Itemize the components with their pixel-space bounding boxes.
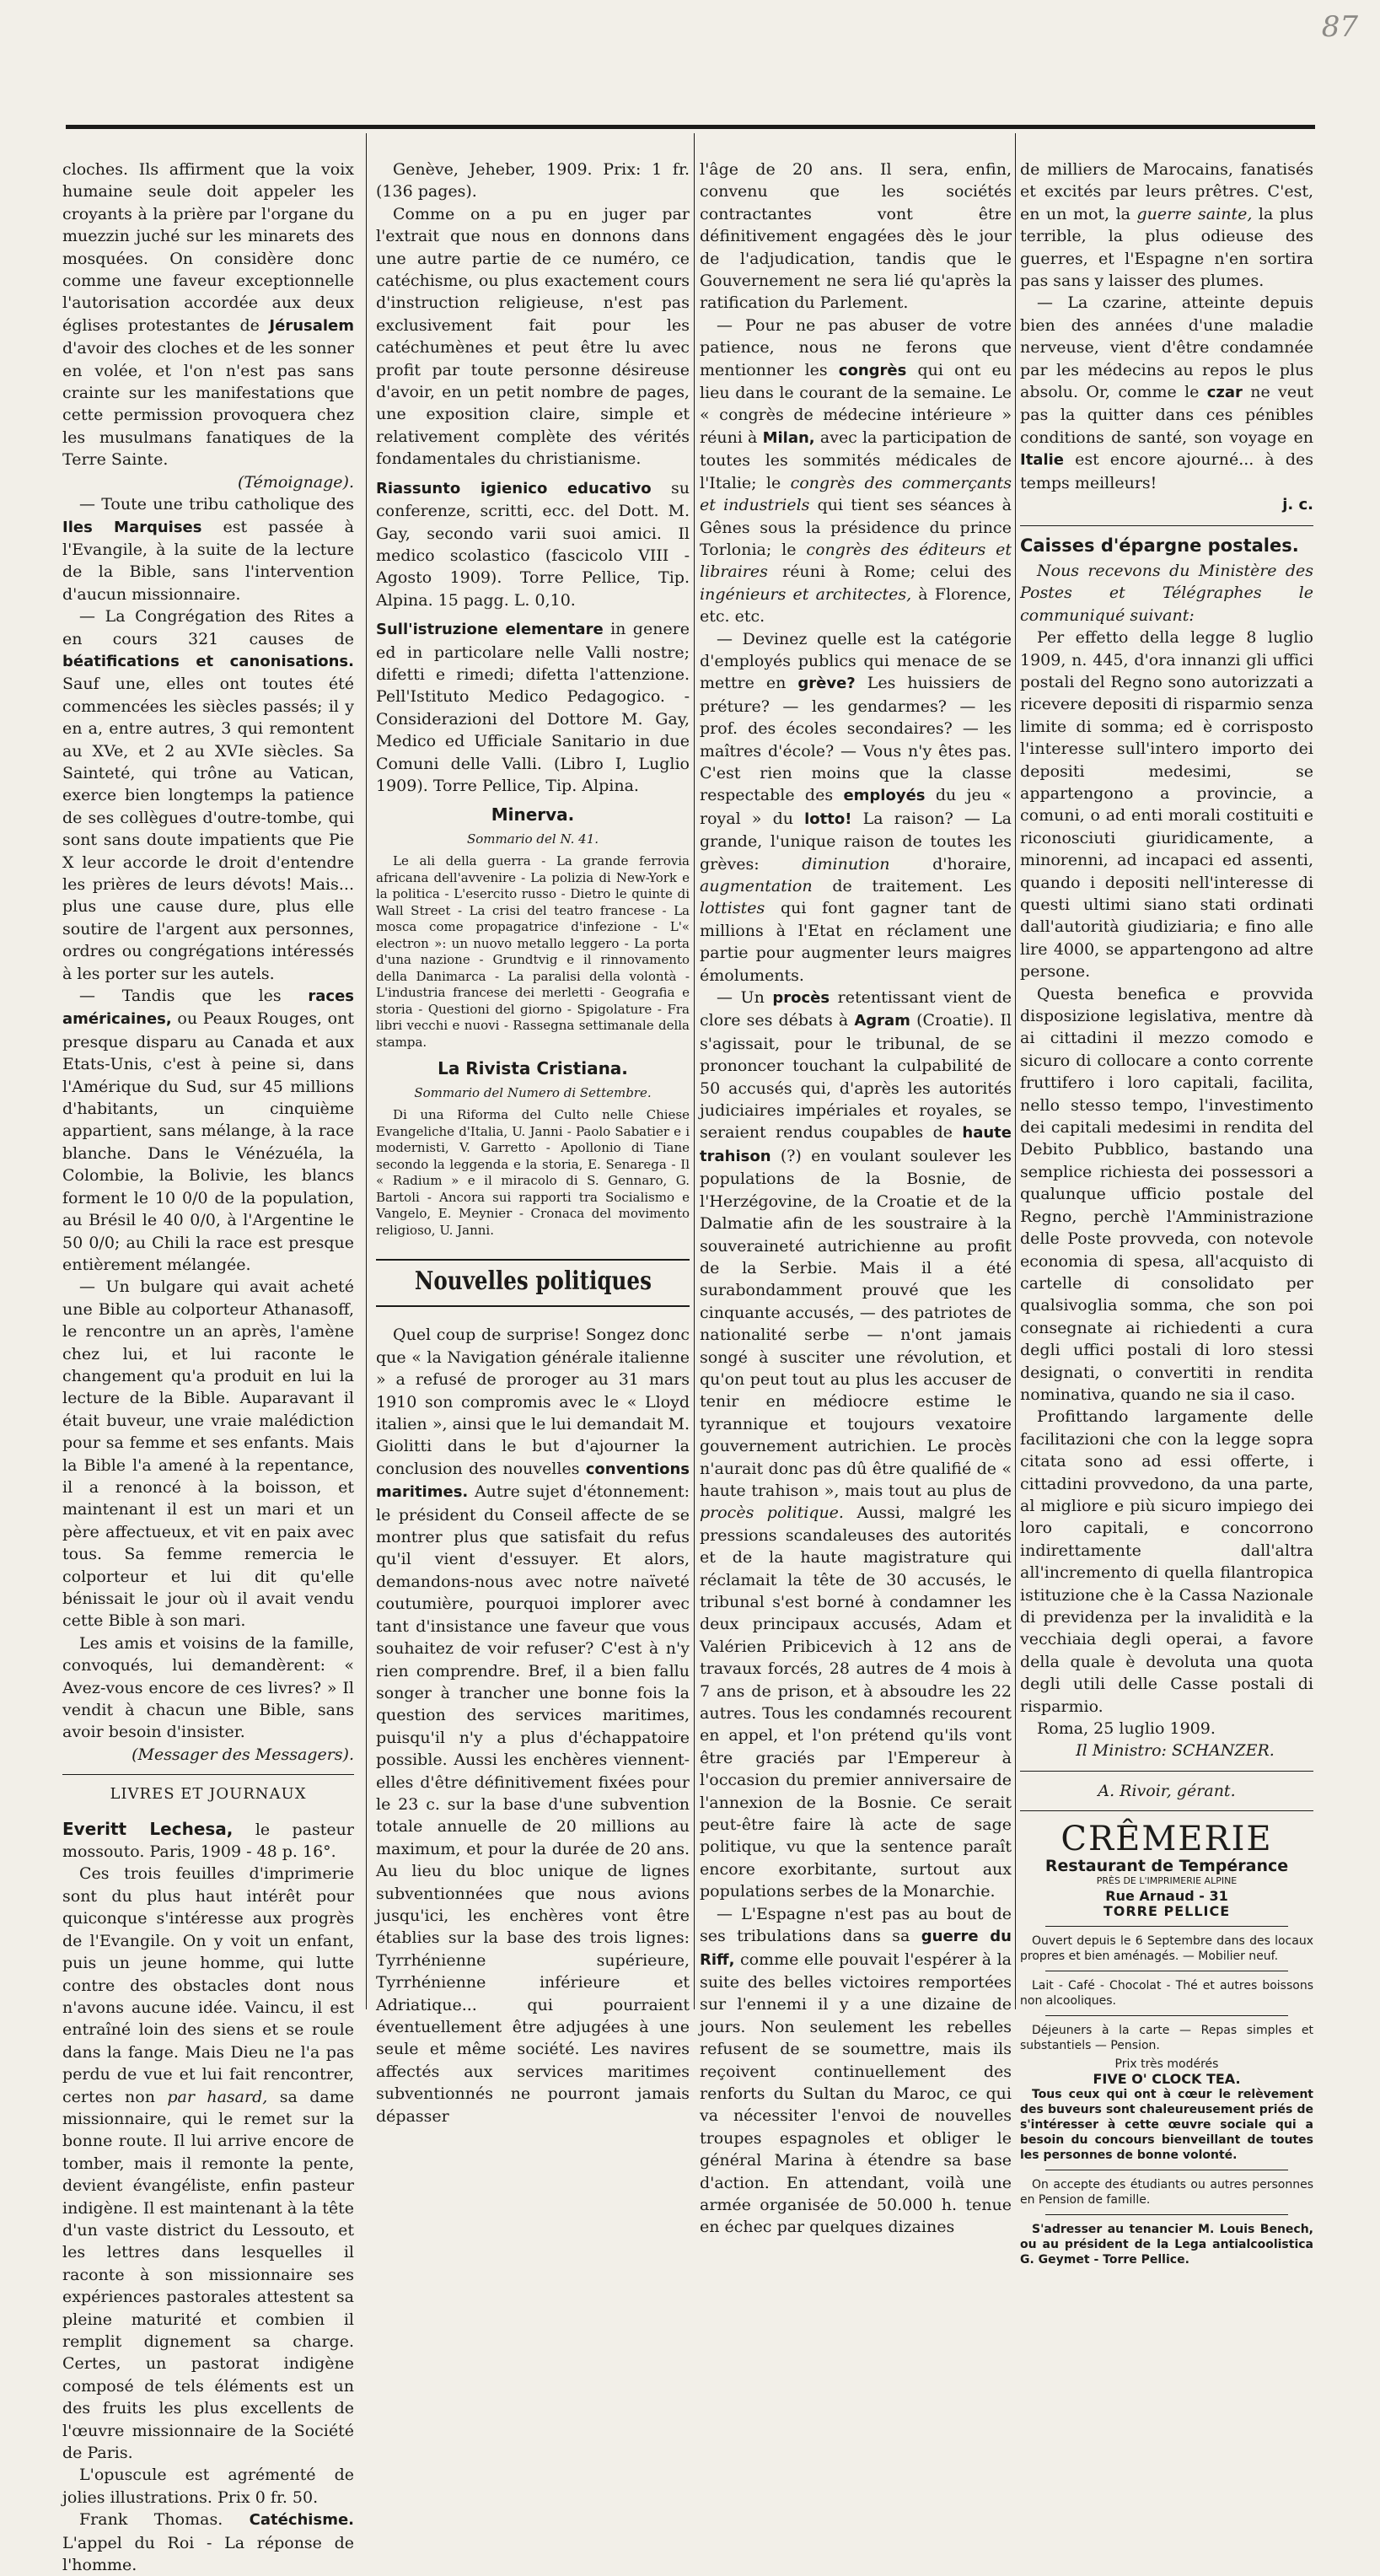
column-2	[376, 159, 690, 2127]
divider	[1020, 525, 1313, 526]
page-number: 87	[1321, 10, 1358, 44]
column-1	[62, 159, 354, 2576]
section-subtitle: Sommario del Numero di Settembre.	[414, 1084, 652, 1100]
signature: j. c.	[1282, 496, 1313, 514]
column-rule	[366, 133, 367, 2009]
paragraph: — Un procès retentissant vient de clore ses débats à Agram (Croatie). Il s'agissait, pour le tribunal, de se prononcer touchant la culpabilité de 50 accusés qui, d'après les autorités judiciaires impériales et royales, se seraient rendus coupables de haute trahison (?) en voulant soulever les populations de la Bosnie, de l'Herzégovine, de la Croatie et de la Dalmatie afin de les soustraire à la souveraineté autrichienne au profit de la Serbie. Mais il a été surabondamment prouvé que les cinquante accusés, — des patriotes de nationalité serbe — n'ont jamais songé à susciter une révolution, et qu'on peut tout au plus les accuser de tenir en médiocre estime le tyrannique et toujours vexatoire gouvernement autrichien. Le procès n'aurait donc pas dû être qualifié de « haute trahison », mais tout au plus de procès politique. Aussi, malgré les pressions scandaleuses des autorités et de la haute magistrature qui réclamait la tête de 30 accusés, le tribunal s'est borné à condamner les deux principaux accusés, Adam et Valérien Pribicevich à 12 ans de travaux forcés, 28 autres de 4 mois à 7 ans de prison, et à absoudre les 22 autres. Tous les condamnés recourent en appel, et l'on prétend qu'ils vont être graciés par l'Empereur à l'occasion du premier anniversaire de l'annexion de la Bosnie. Ce serait peut-être faire là acte de sage politique, vu que la sentence paraît encore exorbitante, surtout aux populations serbes de la Monarchie.	[700, 988, 1012, 1901]
book-entry: Everitt Lechesa, le pasteur mossouto. Paris, 1909 - 48 p. 16°.	[62, 1818, 354, 1862]
cremerie-advertisement	[1020, 1820, 1313, 2267]
summary: Le ali della guerra - La grande ferrovia africana dell'avvenire - La polizia di New-York e la politica - L'esercito russo - Dietro le quinte di Wall Street - La crisi del teatro francese - La mosca come propagatrice d'infezione - L'« electron »: un nuovo metallo leggero - La porta d'una nazione - Grundtvig e il rinnovamento della Danimarca - La paralisi della volontà - L'industria francese dei merletti - Geografia e storia - Questioni del giorno - Spigolature - Fra libri vecchi e nuovi - Rassegna settimanale della stampa.	[376, 853, 690, 1050]
section-title: Minerva.	[491, 804, 575, 826]
paragraph: — La czarine, atteinte depuis bien des années d'une maladie nerveuse, vient d'être condamnée par les médecins au repos le plus absolu. Or, comme le czar ne veut pas la quitter dans ces pénibles conditions de santé, son voyage en Italie est encore ajourné... à des temps meilleurs!	[1020, 293, 1313, 492]
column-4	[1020, 159, 1313, 2271]
section-subtitle: Sommario del N. 41.	[466, 831, 599, 847]
paragraph: Comme on a pu en juger par l'extrait que nous en donnons dans une autre partie de ce numéro, ce catéchisme, ou plus exactement cours d'instruction religieuse, n'est pas exclusivement fait pour les catéchumènes et peut être lu avec profit par toute personne désireuse d'avoir, en un petit nombre de pages, une exposition claire, simple et relativement complète des vérités fondamentales du christianisme.	[376, 204, 690, 469]
book-entry: Sull'istruzione elementare in genere ed in particolare nelle Valli nostre; difetti e rimedi; difetta l'attenzione. Pell'Istituto Medico Pedagogico. - Considerazioni del Dottore M. Gay, Medico ed Ufficiale Sanitario in due Comuni delle Valli. (Libro I, Luglio 1909). Torre Pellice, Tip. Alpina.	[376, 620, 690, 795]
book-entry: Frank Thomas. Catéchisme. L'appel du Roi - La réponse de l'homme.	[62, 2510, 354, 2575]
minister-signature: Il Ministro: SCHANZER.	[1076, 1741, 1275, 1761]
section-title: Caisses d'épargne postales.	[1020, 535, 1299, 556]
ad-text: Ouvert depuis le 6 Septembre dans des locaux propres et bien aménagés. — Mobilier neuf.	[1020, 1934, 1313, 1964]
source-credit: (Messager des Messagers).	[132, 1745, 354, 1764]
divider	[62, 1774, 354, 1775]
paragraph: — Tandis que les races américaines, ou Peaux Rouges, ont presque disparu au Canada et aux Etats-Unis, c'est à peine si, dans l'Amérique du Sud, sur 45 millions d'habitants, un cinquième appartient, sans mélange, à la race blanche. Dans le Vénézuéla, la Colombie, la Bolivie, les blancs forment le 10 0/0 de la population, au Brésil le 40 0/0, à l'Argentine le 50 0/0; au Chili la race est presque entièrement mélangée.	[62, 987, 354, 1274]
ad-text: FIVE O' CLOCK TEA.	[1093, 2071, 1241, 2088]
section-title: La Rivista Cristiana.	[438, 1058, 628, 1079]
paragraph: Nous recevons du Ministère des Postes et Télégraphes le communiqué suivant:	[1020, 561, 1313, 625]
nouvelles-header	[376, 1259, 690, 1307]
paragraph: Les amis et voisins de la famille, convoqués, lui demandèrent: « Avez-vous encore de ces livres? » Il vendit à chacun une Bible, sans avoir besoin d'insister.	[62, 1633, 354, 1742]
divider	[1045, 2015, 1288, 2016]
paragraph: Profittando largamente delle facilitazioni che con la legge sopra citata sono ad essi offerte, i cittadini provvedono, da una parte, al migliore e più sicuro impiego dei loro capitali, e concorrono indirettamente dall'altra all'incremento di quella filantropica istituzione che è la Cassa Nazionale di previdenza per la invalidità e la vecchiaia degli operai, a favore della quale è devoluta una quota degli utili delle Casse postali di risparmio.	[1020, 1407, 1313, 1716]
paragraph: — Toute une tribu catholique des Iles Marquises est passée à l'Evangile, à la suite de la lecture de la Bible, sans l'intervention d'aucun missionnaire.	[62, 495, 354, 604]
paragraph: cloches. Ils affirment que la voix humaine seule doit appeler les croyants à la prière par l'organe du muezzin juché sur les minarets des mosquées. On considère donc comme une faveur exceptionnelle l'autorisation accordée aux deux églises protestantes de Jérusalem d'avoir des cloches et de les sonner en volée, et l'on n'est pas sans crainte sur les manifestations que cette permission provoquera chez les musulmans fanatiques de la Terre Sainte.	[62, 160, 354, 470]
paragraph: Questa benefica e provvida disposizione legislativa, mentre dà ai cittadini il mezzo comodo e sicuro di collocare a conto corrente fruttifero i loro capitali, facilita, nello stesso tempo, l'investimento dei capitali medesimi in rendita del Debito Pubblico, bastando una semplice richiesta dei possessori a qualunque ufficio postale del Regno, perchè l'Amministrazione delle Poste provveda, con notevole economia di spesa, all'acquisto di cartelle di consolidato per qualsivoglia somma, che son poi consegnate ai richiedenti a cura degli uffici postali di loro stessi designati, o convertiti in rendita nominativa, quando ne sia il caso.	[1020, 984, 1313, 1404]
ad-text: On accepte des étudiants ou autres personnes en Pension de famille.	[1020, 2178, 1313, 2208]
book-entry: Riassunto igienico educativo su conferenze, scritti, ecc. del Dott. M. Gay, secondo varii suoi amici. Il medico scolastico (fascicolo VIII - Agosto 1909). Torre Pellice, Tip. Alpina. 15 pagg. L. 0,10.	[376, 478, 690, 610]
column-rule	[694, 133, 695, 2009]
place-date: Roma, 25 luglio 1909.	[1037, 1719, 1216, 1739]
ad-text: Lait - Café - Chocolat - Thé et autres boissons non alcooliques.	[1020, 1979, 1313, 2009]
ad-subtitle: Restaurant de Tempérance	[1044, 1857, 1289, 1876]
divider	[1020, 1771, 1313, 1772]
ad-text: Tous ceux qui ont à cœur le relèvement des buveurs sont chaleureusement priés de s'intéresser à cette œuvre sociale qui a besoin du concours bienveillant de toutes les personnes de bonne volonté.	[1020, 2088, 1313, 2163]
paragraph: — Un bulgare qui avait acheté une Bible au colporteur Athanasoff, le rencontre un an après, l'amène chez lui, et lui raconte le changement qu'a produit en lui la lecture de la Bible. Auparavant il était buveur, une vraie malédiction pour sa femme et ses enfants. Mais la Bible l'a amené à la repentance, il a renoncé à la boisson, et maintenant il est un mari et un père affectueux, et vit en paix avec tous. Sa femme remercia le colporteur et lui dit qu'elle bénissait le jour où il avait vendu cette Bible à son mari.	[62, 1277, 354, 1631]
ad-town: TORRE PELLICE	[1103, 1903, 1231, 1920]
summary: Di una Riforma del Culto nelle Chiese Evangeliche d'Italia, U. Janni - Paolo Sabatier e i modernisti, V. Garretto - Apollonio di Tiane secondo la leggenda e la storia, E. Senarega - Il « Radium » e il miracolo di S. Gennaro, G. Bartoli - Ancora sui rapporti tra Socialismo e Vangelo, E. Meynier - Cronaca del movimento religioso, U. Janni.	[376, 1107, 690, 1238]
divider	[1045, 1926, 1288, 1927]
gerant-line: A. Rivoir, gérant.	[1098, 1781, 1236, 1800]
column-rule	[1015, 133, 1016, 2009]
source-credit: (Témoignage).	[238, 472, 354, 492]
paragraph: l'âge de 20 ans. Il sera, enfin, convenu que les sociétés contractantes vont être définitivement engagées dès le jour de l'adjudication, tandis que le Gouvernement ne sera lié qu'après la ratification du Parlement.	[700, 160, 1012, 313]
ad-text: Prix très modérés	[1114, 2057, 1219, 2072]
paragraph: Genève, Jeheber, 1909. Prix: 1 fr. (136 pages).	[376, 160, 690, 202]
ad-location: PRÈS DE L'IMPRIMERIE ALPINE	[1096, 1875, 1238, 1887]
top-rule	[66, 125, 1315, 129]
paragraph: Quel coup de surprise! Songez donc que « la Navigation générale italienne » a refusé de proroger au 31 mars 1910 son compromis avec le « Lloyd italien », ainsi que le lui demandait M. Giolitti dans le but d'ajourner la conclusion des nouvelles conventions maritimes. Autre sujet d'étonnement: le président du Conseil affecte de se montrer plus que satisfait du refus qu'il vient d'essuyer. Et alors, demandons-nous avec notre naïveté coutumière, pourquoi implorer avec tant d'insistance une faveur que vous souhaitez de voir refuser? C'est à n'y rien comprendre. Bref, il a bien fallu songer à trancher une bonne fois la question des services maritimes, puisqu'il n'y a plus d'échappatoire possible. Aussi les enchères viennent-elles d'être définitivement fixées pour le 23 c. sur la base d'une subvention totale annuelle de 20 millions au maximum, et pour la durée de 20 ans. Au lieu du bloc unique de lignes subventionnées que nous avions jusqu'ici, les enchères vont être établies sur la base des trois lignes: Tyrrhénienne supérieure, Tyrrhénienne inférieure et Adriatique... qui pourraient éventuellement être adjugées à une seule et même société. Les navires affectés aux services maritimes subventionnés ne pourront jamais dépasser	[376, 1326, 690, 2126]
divider	[1045, 2214, 1288, 2215]
paragraph: — Devinez quelle est la catégorie d'employés publics qui menace de se mettre en grève? Les huissiers de préture? — les gendarmes? — les prof. des écoles secondaires? — les maîtres d'école? — Vous n'y êtes pas. C'est rien moins que la classe respectable des employés du jeu « royal » du lotto! La raison? — La grande, l'unique raison de toutes les grèves: diminution d'horaire, augmentation de traitement. Les lottistes qui font gagner tant de millions à l'Etat en réclament une partie pour augmenter leurs maigres émoluments.	[700, 629, 1012, 985]
ad-address: Rue Arnaud - 31	[1105, 1888, 1228, 1905]
ad-title: CRÊMERIE	[1061, 1820, 1273, 1859]
paragraph: Ces trois feuilles d'imprimerie sont du plus haut intérêt pour quiconque s'intéresse aux progrès de l'Evangile. On y voit un enfant, puis un jeune homme, qui lutte contre des obstacles dont nous n'avons aucune idée. Vaincu, il est entraîné loin des siens et se roule dans la fange. Mais Dieu ne l'a pas perdu de vue et lui fait rencontrer, certes non par hasard, sa dame missionnaire, qui le remet sur la bonne route. Il lui arrive encore de tomber, mais il remonte la pente, devient évangéliste, enfin pasteur indigène. Il est maintenant à la tête d'un vaste district du Lessouto, et les lettres dans lesquelles il raconte à son missionnaire ses expériences pastorales attestent sa pleine maturité et combien il remplit dignement sa charge. Certes, un pastorat indigène composé de tels éléments est un des fruits les plus excellents de l'œuvre missionnaire de la Société de Paris.	[62, 1864, 355, 2463]
ad-text: Déjeuners à la carte — Repas simples et substantiels — Pension.	[1020, 2024, 1313, 2053]
column-3	[700, 159, 1012, 2239]
paragraph: Per effetto della legge 8 luglio 1909, n. 445, d'ora innanzi gli uffici postali del Regno sono autorizzati a ricevere depositi di risparmio senza limite di somma; ed è corrisposto l'interesse sull'intero importo dei depositi medesimi, se appartengono a provincie, a comuni, o ad enti morali costituiti e riconosciuti giuridicamente, a minorenni, ad incapaci ed assenti, quando i depositi nell'interesse di questi ultimi siano stati ordinati dall'autorità giudiziaria; e fino alle lire 4000, se appartengono ad altre persone.	[1020, 628, 1313, 981]
paragraph: L'opuscule est agrémenté de jolies illustrations. Prix 0 fr. 50.	[62, 2466, 354, 2507]
divider	[1020, 1810, 1313, 1811]
paragraph: de milliers de Marocains, fanatisés et excités par leurs prêtres. C'est, en un mot, la guerre sainte, la plus terrible, la plus odieuse des guerres, et l'Espagne n'en sortira pas sans y laisser des plumes.	[1020, 160, 1314, 291]
paragraph: — Pour ne pas abuser de votre patience, nous ne ferons que mentionner les congrès qui ont eu lieu dans le courant de la semaine. Le « congrès de médecine intérieure » réuni à Milan, avec la participation de toutes les sommités médicales de l'Italie; le congrès des commerçants et industriels qui tient ses séances à Gênes sous la présidence du prince Torlonia; le congrès des éditeurs et libraires réuni à Rome; celui des ingénieurs et architectes, à Florence, etc. etc.	[700, 315, 1012, 627]
paragraph: — L'Espagne n'est pas au bout de ses tribulations dans sa guerre du Riff, comme elle pouvait l'espérer à la suite des belles victoires remportées sur l'ennemi il y a une dizaine de jours. Non seulement les rebelles refusent de se soumettre, mais ils reçoivent continuellement des renforts du Sultan du Maroc, ce qui va nécessiter l'envoi de nouvelles troupes espagnoles et obliger le général Marina à étendre sa base d'action. En attendant, voilà une armée organisée de 50.000 h. tenue en échec par quelques dizaines	[700, 1904, 1012, 2237]
ad-text: S'adresser au tenancier M. Louis Benech, ou au président de la Lega antialcoolistica G. Geymet - Torre Pellice.	[1020, 2223, 1313, 2267]
paragraph: — La Congrégation des Rites a en cours 321 causes de béatifications et canonisations. Sauf une, elles ont toutes été commencées les siècles passés; il y en a, entre autres, 3 qui remontent au XVe, et 2 au XVIe siècles. Sa Sainteté, qui trône au Vatican, exerce bien longtemps la patience de ses collègues d'outre-tombe, qui sont sans doute impatients que Pie X leur accorde le droit d'entendre les prières de leurs dévots! Mais... plus une cause dure, plus elle soutire de l'argent aux personnes, ordres ou congrégations intéressés à les porter sur les autels.	[62, 607, 354, 983]
section-title: Nouvelles politiques	[414, 1266, 652, 1296]
section-header: LIVRES ET JOURNAUX	[110, 1785, 307, 1804]
